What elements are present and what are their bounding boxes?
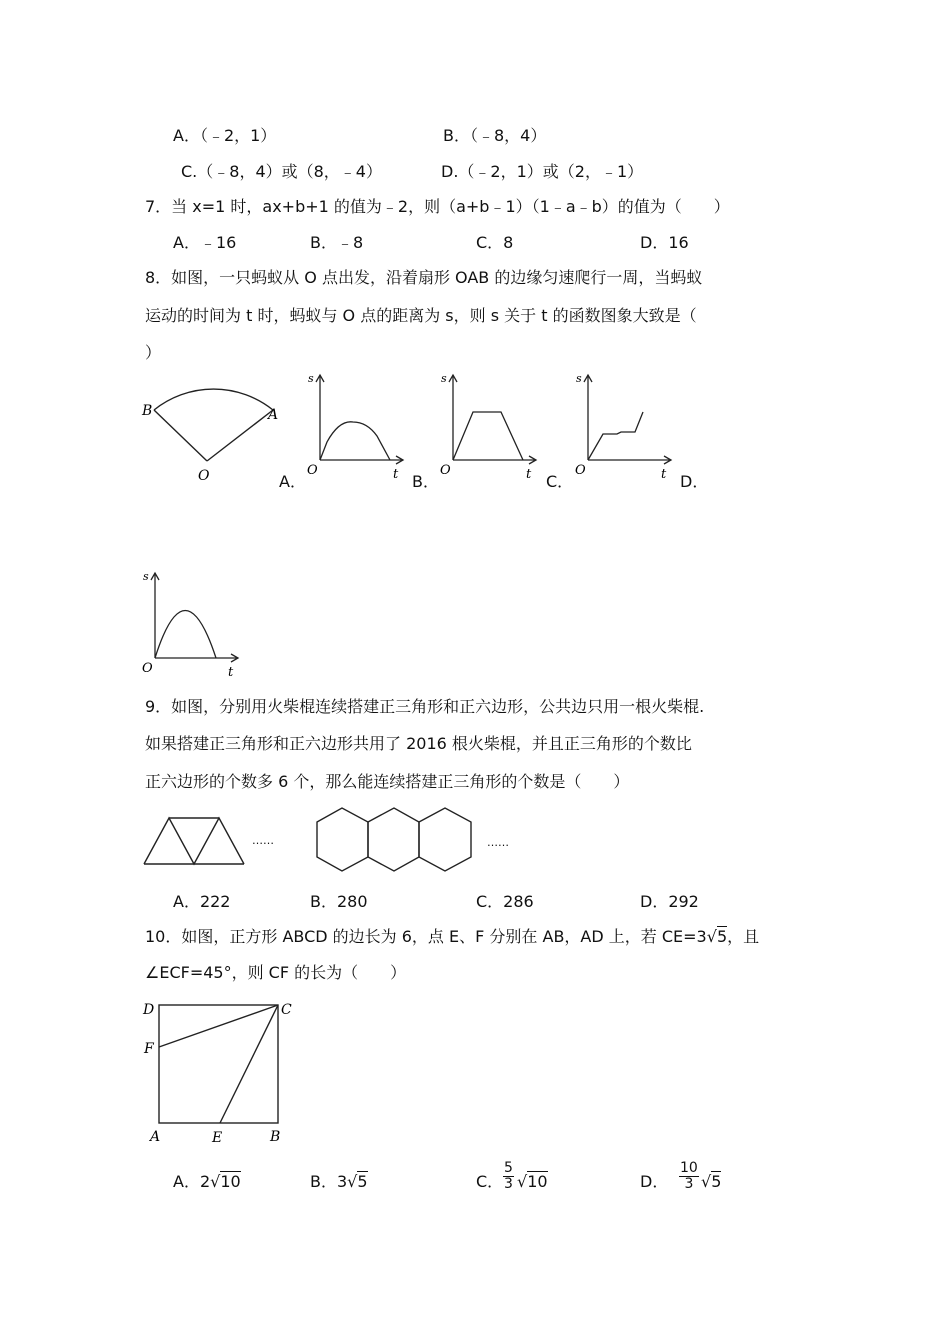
q8-option-c: C． [546, 472, 574, 491]
q8-graph-c-axis-t: t [661, 467, 667, 482]
q8-graph-c-axis-s: s [576, 372, 582, 385]
q9-stem-line2: 如果搭建正三角形和正六边形共用了 2016 根火柴棍，并且正三角形的个数比 [145, 734, 692, 753]
q8-graph-a-axis-t: t [393, 467, 399, 482]
q10-option-c-fraction [503, 1161, 514, 1192]
q8-stem-line1: 8．如图，一只蚂蚁从 O 点出发，沿着扇形 OAB 的边缘匀速爬行一周，当蚂蚁 [145, 268, 703, 287]
q10-option-b [310, 1172, 368, 1192]
q8-option-d: D． [680, 472, 709, 491]
q10-option-c-label: C． [476, 1172, 504, 1191]
q8-stem-line2: 运动的时间为 t 时，蚂蚁与 O 点的距离为 s，则 s 关于 t 的函数图象大致是（ [145, 306, 697, 325]
q6-option-a: A．（﹣2，1） [173, 126, 277, 145]
q10-option-c-denominator: 3 [504, 1176, 513, 1192]
q10-option-d-fraction [679, 1161, 699, 1192]
q7-option-b: B．﹣8 [310, 233, 364, 252]
q9-hexagons-ellipsis: …… [487, 836, 509, 849]
q9-stem-line3: 正六边形的个数多 6 个，那么能连续搭建正三角形的个数是（ ） [145, 772, 630, 791]
q10-label-d: D [143, 1002, 155, 1018]
q9-hexagons-figure [312, 806, 477, 878]
q10-stem-line1-text: 10．如图，正方形 ABCD 的边长为 6，点 E、F 分别在 AB，AD 上，若 CE=3 [145, 927, 707, 946]
q8-sector-figure [140, 385, 290, 485]
q8-label-a: A [268, 407, 279, 423]
q8-graph-a [305, 370, 405, 485]
q8-graph-d-axis-t: t [228, 665, 234, 680]
q10-option-c-numerator: 5 [504, 1160, 513, 1176]
q10-option-b-radicand: 5 [357, 1172, 368, 1191]
q7-option-d: D．16 [640, 233, 689, 252]
q10-option-c-root [517, 1172, 548, 1192]
sqrt-icon: √ [701, 1172, 712, 1191]
q7-stem: 7．当 x=1 时，ax+b+1 的值为﹣2，则（a+b﹣1）（1﹣a﹣b）的值为（ ） [145, 197, 730, 216]
q8-graph-d [140, 568, 245, 683]
q10-option-c-radicand: 10 [527, 1172, 548, 1191]
q10-option-d-label: D． [640, 1172, 669, 1191]
q8-graph-c [573, 370, 673, 485]
q10-option-d-numerator: 10 [680, 1160, 698, 1176]
q9-stem-line1: 9．如图，分别用火柴棍连续搭建正三角形和正六边形，公共边只用一根火柴棍. [145, 697, 705, 716]
q10-label-e: E [212, 1130, 223, 1146]
q8-graph-b-axis-s: s [441, 372, 447, 385]
q10-option-d-denominator: 3 [684, 1176, 694, 1192]
q8-graph-c-origin: O [575, 463, 586, 478]
q6-option-d: D.（﹣2，1）或（2，﹣1） [441, 162, 644, 181]
q9-option-b: B．280 [310, 892, 368, 911]
q8-graph-d-axis-s: s [143, 570, 149, 583]
q7-option-a: A．﹣16 [173, 233, 237, 252]
q9-option-d: D．292 [640, 892, 699, 911]
sqrt-icon: √ [347, 1172, 358, 1191]
sqrt-icon: √ [517, 1172, 528, 1191]
q9-option-a: A．222 [173, 892, 231, 911]
q8-label-o: O [198, 468, 210, 484]
q8-graph-b-origin: O [440, 463, 451, 478]
sqrt-icon: √ [210, 1172, 221, 1191]
q10-label-a: A [150, 1129, 161, 1145]
q8-graph-a-axis-s: s [308, 372, 314, 385]
q8-option-a: A． [279, 472, 306, 491]
q10-label-b: B [270, 1129, 281, 1145]
q8-graph-a-origin: O [307, 463, 318, 478]
sqrt-icon: √ [706, 927, 717, 946]
q10-option-a-label: A． [173, 1172, 200, 1191]
q10-stem-radicand: 5 [716, 927, 728, 946]
q6-option-c: C.（﹣8，4）或（8，﹣4） [181, 162, 382, 181]
q8-graph-d-origin: O [142, 661, 153, 676]
q10-label-c: C [281, 1002, 292, 1018]
q10-option-b-coef: 3 [336, 1172, 348, 1191]
q9-triangles-figure [140, 812, 250, 872]
q8-graph-b-axis-t: t [526, 467, 532, 482]
q10-option-a-coef: 2 [199, 1172, 211, 1191]
q9-option-c: C．286 [476, 892, 534, 911]
q8-stem-line3: ） [145, 343, 162, 362]
q10-option-a [173, 1172, 241, 1192]
q10-option-d-root [701, 1172, 721, 1192]
q10-stem-line1-tail: ，且 [727, 927, 760, 946]
q6-option-b: B．（﹣8，4） [443, 126, 547, 145]
q10-label-f: F [144, 1041, 154, 1057]
q8-graph-b [438, 370, 538, 485]
q10-option-b-label: B． [310, 1172, 337, 1191]
q10-square-figure [140, 995, 300, 1150]
q9-triangles-ellipsis: …… [252, 834, 274, 847]
q10-option-a-radicand: 10 [220, 1172, 241, 1191]
q7-option-c: C．8 [476, 233, 514, 252]
q10-stem-line2: ∠ECF=45°，则 CF 的长为（ ） [145, 963, 407, 982]
q8-option-b: B． [412, 472, 439, 491]
q10-option-d-radicand: 5 [711, 1172, 722, 1191]
q8-label-b: B [142, 403, 153, 419]
q10-stem-line1 [145, 927, 759, 947]
